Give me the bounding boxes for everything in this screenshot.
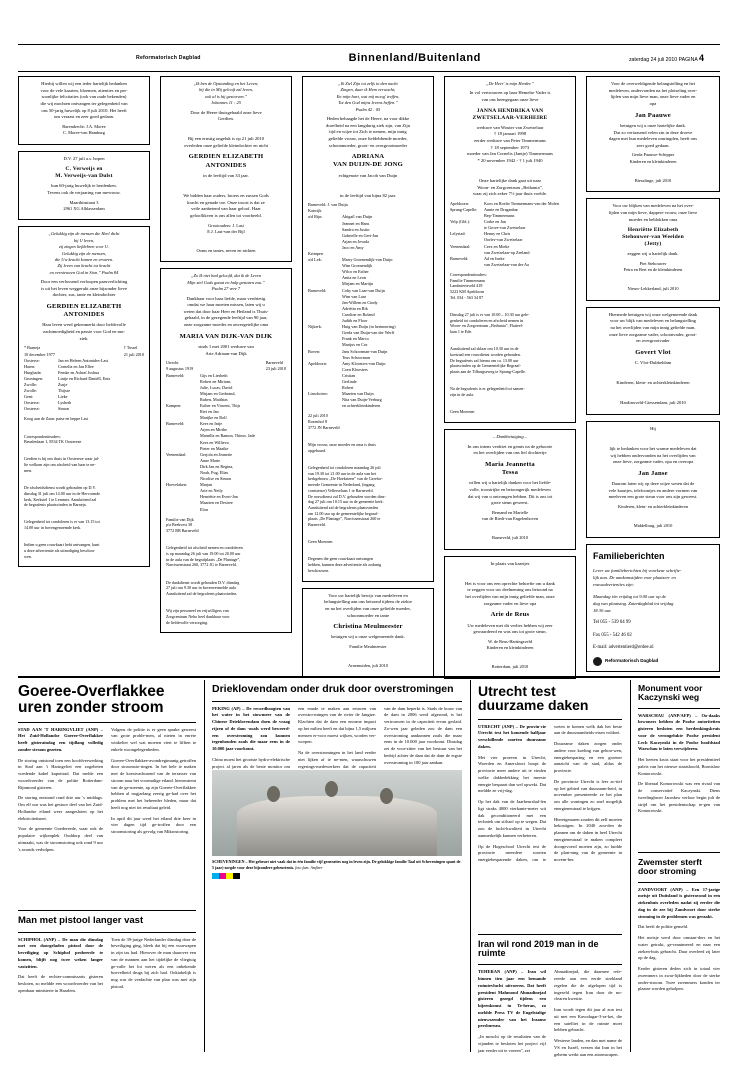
- family-notices-ad: [586, 544, 720, 672]
- article-iran-headline: Iran wil rond 2019 man in de ruimte: [478, 939, 599, 959]
- obituary-notice: [586, 76, 720, 192]
- notice-signature: Kinderen, klein- en achterkleinkinderen Middelburg, juli 2010: [618, 504, 688, 529]
- notice-after: willen wij u hartelijk danken voor het liefde- volle, troostrijke en betoongerijk medeleven dat wij van u ontvangen hebben. Dit is ons tot grote steun geweest.: [467, 480, 553, 506]
- notice-after: Uw medeleven met dit verlies hebben wij zeer gewaardeerd en was ons tot grote steun.: [467, 622, 553, 635]
- masthead-date-page: [629, 53, 720, 63]
- notice-text: In ons intens verdriet en gemis na de geboorte en het overlijden van ons lief dochtertje: [467, 443, 553, 456]
- masthead-date: zaterdag 24 juli 2010: [628, 57, 678, 63]
- article-drieklovendam-body: [212, 706, 462, 771]
- notice-closing: Familie van Dijk p/a Beekvest 38 3772 RB Barneveld Gelegenheid tot afscheid nemen en condoleren is op maandag 26 juli van 19.00 tot 20.00 uur in de aula van de begrafplaats „De Plantage”, Narcissenstraat 260, 3772 JG te Barneveld. De dankdienst wordt gehouden D.V. dinsdag 27 juli om 9.30 uur in bovenvermelde aula Aansluitend zal de begrafenis plaatsvinden. Wij zijn personeel en vrijwilligers van Zorgcentrum Neho heel dankbaar voor de liefdevolle verzorging.: [166, 516, 243, 625]
- notice-dates: Utrecht 9 augustus 1919 Barneveld 23 juli 2010: [166, 360, 286, 372]
- article-goeree: [18, 684, 196, 853]
- deceased-name: Maria Jeannetta Tessa: [485, 460, 535, 477]
- article-zwemster-headline: Zwemster sterft door stroming: [638, 857, 702, 876]
- obituary-notice: [444, 556, 576, 679]
- article-goeree-body: [18, 727, 196, 854]
- article-kaczynski-body: [638, 713, 720, 816]
- obituary-notice: [586, 198, 720, 300]
- deceased-name: Henriëtte Elizabeth Stehouwer-van Weelden (Jetty): [622, 227, 684, 248]
- obituary-notice: [586, 421, 720, 538]
- family-notices-phone: Tel 055 - 539 04 99: [593, 620, 631, 626]
- notice-after: betuigen wij u onze hartelijke dank. Dat zo veriaasend velen zin in deze droeve dagen met hun medeleven omringden, heeft ons zeer goed gedaan.: [608, 122, 698, 148]
- family-notices-title: Familieberichten: [593, 550, 665, 561]
- article-drieklovendam: [212, 684, 462, 879]
- notice-closing: Correspondentieadres: Familie Timmermans Lambstertsveld 418 5223 KM Apeldoorn Tel. 034 - 563 34 87 Dinsdag 27 juli is er van 10.00 – 10.30 uur gele- genheid tot condoleren en afscheid nemen in Woon- en Zorgcentrum „Bethania”, Flatteel- laan 1 te Ede. Aansluitend zal sklaar om 10.30 uur in de koetzaal een rouwdienst worden gehouden. De begrafenis zal hierna om ca. 13.00 uur plaatsvinden op de Gemeentelijke Begraaf- plaats aan de Tilburgseweg te Sprang-Capelle. Na de begrafenis is er gelegenheid tot samen- zijn in de aula. Geen Moernen: [450, 271, 530, 415]
- masthead-page-word: PAGINA: [678, 57, 698, 63]
- paragraph: SCHIPHOL (ANP) – De man die dinsdag met een doorgeladen pistool door de beveiliging op Schiphol probeerde te komen, blijft nog twee weken langer vastzitten.: [18, 936, 103, 969]
- notice-signature: Barendrecht: J.A. Moree C. Moree-van Hamburg: [62, 123, 106, 136]
- notice-signature: W. de Reus-Hartingsveld Kinderen en kleinkinderen Rotterdam, juli 2010: [486, 638, 534, 670]
- notice-signature: Maarthinstraat 3 2961 XG Alblasserdam: [63, 199, 105, 211]
- notice-closing: Koog aan de Zaan: paise en beppe Last Correspondentieadres: Beuzlenlaan 1, 8534 TK Oostereze Gerdien is bij ons thuis in Oostereze waar jul- lie welkom zijn om afscheid van haar te ne- men. De afscheidsdienst wordt gehouden op D.V. dinsdag 31 juli om 14.00 uur in de Hervormde kerk, Kerkstel 1 te Lemmer. Aansluitend zal de begrafenis plaatsvinden in Barneja. Gelegenheid tot condoleren is er van 13.15 tot 14.00 uur in bovengenoemde kerk. Indien u geen rouwkaart hebt ontvangen, kunt u deze advertentie als uitnodiging beschou- wen.: [24, 416, 101, 559]
- notice-text: Voor de overweldigende belangstelling en het medeleven, ondervonden na het plotseling over- lijden van mijn lieve man, onze lieve vader en opa: [608, 81, 698, 106]
- notice-after: in de leeftijd van 33 jaar. We bidden haar ouders, broers en zussen Gods kracht en genade toe. Onze troost is dat ze veile aanbetend van haar geloof. Haar gelooflikven is ons allen tot voorbeeld.: [183, 172, 269, 218]
- logo-mark-icon: [593, 657, 602, 666]
- paragraph: In april dit jaar werd het eiland drie keer in vier dagen tijd ge-troffen door een stroomstoring als gevolg van Mikrostoring.: [111, 815, 196, 835]
- notice-intro: Heden behaagde het de Heere, na voor dikke droefheid na een langdurig ziek zijn, van Zijn tijd en wijze tot Zich te nemen, mijn innig geliefde vrouw, onze liefdebbende moeder, schoonmoeder, groot- en overgrootmoeder: [326, 115, 410, 148]
- obituary-notice: [160, 268, 292, 633]
- notice-after: Daarom laten wij op deze wijze weten dat de vele kaartjes, telefoontjes en andere vormen van meeleven een grote steun voor ons zijn geweest.: [608, 481, 698, 500]
- notice-closing: 22 juli 2010 Rozenhof 8 3772 JN Barneveld Mijn vrouw, onze moeder en oma is thuis opgebaard. Gelegenheid tot condoleren maandag 26 juli van 19.30 tot 21.00 uur in de aula van het kerkgebouw „De Hoeksteen” van de Gerefor- meerde Gemeente in Nederland, (ingang conistence) Vellerselaan 1 te Barneveld. De rouwdienst zal D.V. gehouden worden dins- dag 27 juli om 10.15 uur in de gemeente kerk. Aansluitend zal de begrafenis plaatsvinden om 12.00 uur op de gemeentelijke begraaf- plaats „De Plantage”, Narcissenstraat 260 te Barneveld. Geen Moernen Degenen die geen rouwkaart ontvangen hebben, kunnen deze advertentie als zodanig beschouwen.: [308, 413, 386, 573]
- cmyk-registration-marks: [212, 873, 462, 879]
- masthead-page-number: 4: [698, 53, 704, 63]
- notice-after: weduwe van Wouter van Zwetselaar † 18 januari 1998 eerder weduwe van Peter Timmermans † 18 september 1973 moeder van Jan Cornelis (Jantje) Timmermans * 20 november 1942 - † 1 juli 1940 Onze hartelijke dank gaat uit naar Woon- en Zorgcentrum „Bethania”, waar zij zich zeker 7½ jaar thuis voelde.: [467, 124, 553, 197]
- obituary-column-3: [302, 76, 434, 669]
- notice-signature: Piet Stehouwer Petra en Bert en de kleinkinderen Nieuw-Lekkerland, juli 2010: [623, 260, 683, 292]
- masthead: [18, 44, 720, 72]
- paragraph: STAD AAN 'T HARINGVLIET (ANP) – Het Zuid-Hollandse Goeree-Overflakkee heeft gisteraindag een tijdlang volledig zonder stroom gezeten.: [18, 726, 103, 752]
- notice-intro: Door een verlossend verloopen paasverlichting is uit het leven weggerukt onze bijzonder lieve dochter, zus, tante en kleindochter: [40, 279, 128, 298]
- obituary-column-2: [160, 76, 292, 666]
- paragraph: China moest het grootste hydro-elektrische project al jaren als de beste monitor om een enude te maken aan eeuwen van overstro-mingen van de rivier de Jangtze. Klachten dat de dam een enorme impact op het milieu heeft en dat bijna 1,5 miljoen mensen er-voor moest wijken, worden ver-worpen.: [212, 705, 376, 769]
- deceased-name: Govert Vlot: [635, 349, 671, 357]
- notice-dates: * Barneja 10 december 1977 † Tossel 21 juli 2010: [24, 345, 144, 357]
- paragraph: Na de overstromingen in het land eerder niet lijken af te ne-men, waarschuwen regerings-medewerkers dat de capaciteit van de dam beperkt is. Stads de bouw van de dam in 2006 werd afgerond, is het vertrouwen in de capaciteit ervan geslaid. Zo-wen jaar geleden zou de dam een overstroming aankunnen zoals die maar eens in de 10.000 jaar voorkomt. Dinsdag zei de voor-zitter van het bestuur van het bedrijf achter de dam dat de dam de ergste overstroming in 100 jaar aankan.: [298, 705, 462, 769]
- paragraph: De provincie Utrecht is leer ac-tief op het gebied van duurzaam-heid, in november presenteerde ze het plan om alle woningen zo snel mogelijk energieneutraal te krijgen.: [554, 778, 622, 811]
- obituary-column-5: [586, 76, 720, 666]
- news-section: [18, 676, 720, 1057]
- family-notices-email[interactable]: E-mail: advertentierd@erdee.nl: [593, 644, 654, 650]
- paragraph: Hiereigenaren zouden dit zelf moeten bekostigen. In 2040 zou-den de plannen om de daken in heel Utrecht energieneutraal te maken compleet doorgevoerd moeten zijn, zo luidde de plan-ning van de gemeente in novem-ber.: [554, 816, 622, 863]
- paragraph: Duurzame daken zorgen onder andere voor koeling van gebou-wen, energiebesparing en een groener aanzicht van de stad, aldus de provincie.: [554, 741, 622, 774]
- paragraph: ZANDVOORT (ANP) – Een 17-jarige meisje uit Duitsland is gisteravond in een ziekenhuis overleden nadat zij eerder die dag in de zee bij Zandvoort door sterke stroming in de problemen was geraakt.: [638, 886, 720, 919]
- notice-after: sinds 1 mei 2001 weduwe van Arie Adriaan-van Dijk: [198, 344, 254, 356]
- column-separator-1: [204, 680, 205, 1052]
- notice-signature: Bernand en Marielle van de Riedt-van Engelenhoven Barneveld, juli 2010: [481, 509, 539, 541]
- paragraph: Op de Hogeschool Utrecht test de provincie meerdere soorten energiebesparende daken, om te weten te komen welk dak het beste aan de duurzaamheids-eisen voldoet.: [478, 723, 622, 863]
- deceased-name: Jan Paauwe: [635, 111, 671, 119]
- photo-family-taal: [212, 770, 462, 856]
- paragraph: Met vier proeven in Utrecht, Woerden en Amersfoort hoopt de provincie meer andere uit te vinden welke dakbedekking het meeste energie bespaart dan wel opwekt. Dat meldde ze vrij-dag.: [478, 754, 546, 794]
- masthead-section-title: Binnenland/Buitenland: [348, 52, 481, 64]
- survivors-list: Apeldoorn: Koos en Roelie Timmermans-van der Molen Sprang-Capelle: Annie en Draganbar Bep-Timmermans Velp (Gld.): Corke en Jan te Grove-van Zwetselaar Lelystad: Henny en Chris Oorlev-van Zwetselaar Veenendaal: Ceex en Mieke van Zwetselaar-op Zeeland Barneveld: Ad en Ineke van Zwetselaar-van der Aa: [450, 200, 559, 267]
- notice-verse: „Ik Ziel Zijn tot zelfs in den nacht Zingen, daar ik Hem verwacht; En mijn hart, wat mij moog' treffen, Tot den God mijns levens heffen.” Psalm 42 : 05: [336, 81, 400, 112]
- paragraph: Het heeten kruis staat voor het presidentieel paleis van het nieuwe staatshoofd, Bronislaw Komorowski.: [638, 757, 720, 776]
- notice-text: Voor uw hartelijk bewijs van medeleven en belangstelling aan ons betoond tijdens de ziekte en na het overlijden van onze geliefde moeder, schoonmoeder en tante: [324, 592, 412, 618]
- notice-intro: Door de Heere thuisgehaald onze lieve Gerdien. Bij een ernstig ongeluk is op 21 juli 2010 overleden onze geliefde kleindochter en nicht: [184, 109, 268, 148]
- paragraph: Iran wordt tegen dit jaar al zon test uit met een Kavodugar-3-ra-ket, die een satelliet in de ruimte moet hebben gebracht.: [554, 1007, 622, 1033]
- family-notices-hours: Maandag t/m vrijdag tot 9.00 uur op de dag van plaatsing. Zaterdagblad tot vrijdag 18.30 uur.: [593, 593, 674, 613]
- notice-after: Haar leven werd gekenmerkt door liefdevolle zachtmoedigheid en passie voor God en mu- ziek.: [42, 322, 126, 341]
- paragraph: Het meisje werd door omstan-ders en het water getrokt, ge-reanimeerd en naar een zieken-huis gebracht. Daar overleed zij later op de dag.: [638, 935, 720, 961]
- notice-text: Hierbij willen wij een ieder hartelijk bedanken voor de vele kaarten, bloemen, attenties en per- soonlijke felicitaties (ook van oude bekenden) die wij mochten ontvangen ter gelegenheid van ons 50-jarig huwelijk op 8 juli 2010. Het heeft ons veraast en zeer goed gedaan.: [40, 81, 128, 120]
- article-iran: [478, 934, 622, 1060]
- article-drieklovendam-headline: Drieklovendam onder druk door overstromingen: [212, 683, 454, 695]
- notice-after: C. Vlot-Dubbeldam Kinderen, klein- en achterkleinkinderen Hardinxveld-Giessendam, juli 2010: [616, 360, 690, 406]
- publication-logo: [593, 657, 713, 666]
- column-separator-3: [630, 680, 631, 1052]
- deceased-name: Jan Janse: [638, 469, 668, 477]
- photo-caption: [212, 859, 462, 870]
- deceased-name: JANNA HENDRIKA VAN ZWETSELAAR-VERHEIRE: [472, 107, 548, 121]
- deceased-name: C. Verweijs en M. Verweijs-van Dulst: [55, 166, 113, 180]
- paragraph: Dat heeft de rechter-commissaris gisteren besloten, zo meldde een woordvoerder van het openbaar ministerie in Haarlem.: [18, 974, 103, 993]
- notice-text: Hiermede betuigen wij onze welgemeende dank voor uw blijk van medeleven en belangstelling na het overlijden van mijn innig geliefde man, onze lieve zorgzame vader, schoonvader, groot- en overgrootvader: [608, 311, 698, 344]
- article-pistool-headline: Man met pistool langer vast: [18, 915, 144, 926]
- article-utrecht-body: [478, 724, 622, 866]
- notice-verse: „De Heer' is mijn Herder.”: [486, 81, 534, 86]
- obituary-notice: [18, 226, 150, 567]
- obituary-notice: [18, 151, 150, 221]
- notice-signature: Gerda Paauwe-Schipper Kinderen en kleinkinderen Bieszlinge, juli 2010: [629, 152, 677, 183]
- paragraph: De liberaal Komorowski was een rivaal van de conservatief Kaczynski. Diens tweelingbroer Jarosław verloor begin juli de strijd om het presidentschap te-gen van Komorowski.: [638, 781, 720, 814]
- obituary-column-4: [444, 76, 576, 670]
- deceased-name: ADRIANA VAN DUIJN-DE JONG: [333, 153, 403, 169]
- article-utrecht: [478, 684, 622, 866]
- photo-caption-text: SCHEVENINGEN – Het gebeurt niet vaak dat in één familie vijf generaties nog in leven zijn. De gelukkige familie Taal uit Scheveningen spant de 5 jaar) zorgde voor deze bijzondere gebeurtenis.: [212, 859, 461, 871]
- paragraph: Dat heeft de politie gemeld.: [638, 924, 689, 930]
- photo-credit: foto fam. Amfirer: [295, 865, 323, 871]
- paragraph: Toen de 39-jarige Nederlander dinsdag door de beveiliging ging, bleek dat hij een vuurwapen in zijn tas had. Hierover de man daarover een van de mannen aan het tijdelijke de vliegtuig ge-valle het lot weren als een onbekende boevelheid drugs bij zich had. Ooktabelijk is nog war de verdachte van plan was met zijn pistool.: [111, 936, 196, 989]
- deceased-name: Arie de Reus: [490, 611, 530, 619]
- obituary-notice: [444, 429, 576, 550]
- obituary-notice: [302, 76, 434, 582]
- notice-signature: Grootouders: J. Last E.J. Last-van der Bijl Ooms en tantes, neven en nichten: [196, 222, 256, 253]
- obituary-notice: [160, 76, 292, 262]
- notice-after: hun 60-jarig huwelijk te herdenken. Tevens ook de verjaaring van mevrouw.: [47, 183, 121, 195]
- notice-verse: „Ik ben de Opstanding en het Leven; bij die in Mij gelooft zal leven, ook al is hij gestorven.” Johannes 11 : 25: [193, 81, 259, 106]
- survivors-list: Barneveld: Gijs en Liesbeth Robert en Miriam, Julie, Lucas, David Mirjam en Gerbrand, Ruben, Matthias Kampen: Esther en Vincent, Thijs Riet en Jan Marijke en Rolf Barneveld: Kees en Intje Arjen en Mirthe Marnilla en Ramon, Thimo, Jade Kees en Willieva Pieter en Maaike Veenendaal: Gerjola en Jeanette Anne Marie Dirk Jan en Regina, Noah, Pug, Elias Nicolise en Simon Hoevelaken: Marjan Arie en Neily Henriëtte en Evert-Jan Maarten en Desiree Elon: [166, 372, 256, 512]
- article-kaczynski: [638, 684, 720, 819]
- notice-verse: „Zo lk niet had geloofd, dat ik de Leven Mijn ziel Gods gaaat en hulp gestaten zou.” Psalm 27 vere 7: [187, 273, 265, 292]
- notice-text: In plaats van kaartjes Het is voor ons een oprechte behoefte om u dank te zeggen voor uw deelneming ons betoond na het overlijden van mijn innig geliefde man, onze zorgzame vader en lieve opa: [465, 560, 555, 606]
- paragraph: Eerder gisteren deden zich in totaal vier zwemmers in zwar-lijkheden door de sterke onder-stroom. Twee zwemmers konden ter plaatse worden geholpen.: [638, 966, 720, 992]
- deceased-name: GERDIEN ELIZABETH ANTONIDES: [46, 302, 122, 319]
- column-separator-2: [470, 680, 471, 1052]
- deceased-name: MARIA VAN DIJK-VAN DIJK: [179, 332, 273, 340]
- notice-after: zeggen wij u hartelijk dank.: [627, 251, 679, 257]
- deceased-name: Christina Meulmeester: [333, 623, 403, 631]
- paragraph: De storing ontstond toen een hoofdverwerking in Stad aan 't Haringvliet een zogeheten voedende kabel kapottrad. Dat melde een woordvoerder van de politie Rotterdam-Rijnmond gisteren.: [18, 757, 103, 790]
- survivors-list: Oosterse: Jan en Heleen Antonides-Last Haren: Cornelia en Jan Ellee Hurghada: Femke en Ashraf Joshua Groningen: Lintje en Richard Daniëll, Enis Zwolle: Zusje Zwolle: Thijsse Gent: Lieke Oosterse: Lysbeth Oosterse: Simon: [24, 357, 111, 412]
- notice-after: betuigen wij u onze welgemeende dank.: [331, 634, 405, 640]
- logo-text: Reformatorisch Dagblad: [605, 658, 659, 664]
- paragraph: PEKING (AP) – De recordhoogten van het water in het stuwmeer van de Chinese Drieklovendam doen de vraag rijzen of de dam -ooals werd beweerd- een overstroming zou kunnen tegenhouden zoals die maar eens in de 10.000 jaar voorkomt.: [212, 705, 290, 752]
- obituary-notice: [586, 307, 720, 415]
- paragraph: De storing ontstond rond drie uur 's middags. Om elf uur was het gestoor deel van het Zuid-Hollandse eiland weer aangesloten op het elektriciteitsnet.: [18, 795, 103, 821]
- family-notices-intro: Lever uw familieberichten bij voorkeur schrifte- lijk aan. De aankomstijden voor plaatsen- en rouwadvertenties zijn:: [593, 568, 682, 587]
- article-utrecht-headline: Utrecht test duurzame daken: [478, 683, 589, 714]
- paragraph: UTRECHT (ANP) – De provin-cie Utrecht test het komende halfjaar verschillende soorten duurzame daken.: [478, 723, 546, 749]
- article-goeree-headline: Goeree-Overflakkee uren zonder stroom: [18, 683, 165, 716]
- article-iran-body: [478, 969, 622, 1060]
- obituary-column-1: [18, 76, 150, 666]
- obituary-notice: [18, 76, 150, 145]
- notice-intro: Dankbaar voor haar liefde, maar verdrietig omdat we haar moeten missen, laten wij u weten dat door haar Heer en Heiland is Thuis- gehaald, in de gezegende leeftijd van 90 jaar, onze zorgzame moeder en onvergetelijke oma: [183, 295, 269, 328]
- masthead-publication: Reformatorisch Dagblad: [136, 55, 201, 61]
- notice-text: D.V. 27 juli a.s. hopen: [63, 155, 105, 161]
- notice-text: Hij lijk te bedanken voor het warme medeleven dat wij hebben ondervonden na het overlijden van onze lieve, zorgzame vader, opa en overopa: [609, 425, 697, 465]
- paragraph: Goeree-Overflakkee-avondregimanig getroffen door stroomsto-ringen. In het hele te maken met de koestvachurend van de terrasser van stroom naar het voormalige eiland. hieromtrent van de ge-meente, ap zijn Goeree-Overflakkee hebben al nogjarlang zeerig ge-had over het problem met het beheerder bleden, maar dat heeft nog niet tot resultaat geleid.: [111, 757, 196, 810]
- article-pistool-body: [18, 937, 196, 997]
- paragraph: WARSCHAU (ANP/AFP) – Oo-daaks bewoners hebben de Poolse autoriteiten gisteren besloten een herdenkingskruis voor de verongelukte Poolse president Lech Kaczynski in de Poolse hoofdstad Warschau te laten verwijderen.: [638, 712, 720, 752]
- notice-dates: Barneveld: J. van Duijn: [308, 202, 348, 208]
- notice-text: Voor uw blijken van medeleven na het over- lijden van mijn lieve, dappere vrouw, onze lieve moeder en behlokken oma: [608, 203, 698, 222]
- article-zwemster: [638, 852, 720, 997]
- family-notices-fax: Fax 055 - 542 46 02: [593, 632, 632, 638]
- deceased-name: GERDIEN ELIZABETH ANTONIDES: [188, 153, 264, 169]
- paragraph: TEHERAN (ANP) – Iran wil binnen tien jaar een bemande ruimtevlucht uitvoeren. Dat heeft president Mahmoud Ahmadinejad gisteren gezegd tijdens een bijeenkomst in Te-heran, zo meldde Press TV de Engelstalige nieuwszender van het Iraanse persbureau.: [478, 969, 546, 1029]
- obituary-grid: [18, 76, 720, 670]
- news-top-rule: [18, 676, 720, 678]
- paragraph: „In moschi op de resultaten van de vijanden te besloten het project vijf jaar eerder uit te voeren", zei: [478, 1034, 546, 1053]
- paragraph: Op het dak van de Jaarbeurshal-len ligt straks 4000 vierkante-meter wit dak geconditioneerd met een techniek om stilstof op te wegen. Dat zou de lucht-kwaliteit in Utrecht aanmerkelijk kunnen verbeteren.: [478, 799, 546, 838]
- notice-after: echtgenote van Jacob van Duijn in de leeftijd van bijna 82 jaar.: [338, 172, 398, 198]
- obituary-notice: [302, 588, 434, 678]
- paragraph: Ahmadinejad, die daarmee refe-reerde aan een eerde strekland regelen die de afgelopen tijd is ingeseld tegen Iran door de nu-clearen kwestie.: [554, 969, 622, 1002]
- notice-header: – Dankbetuiging –: [492, 433, 528, 439]
- article-zwemster-body: [638, 887, 720, 994]
- paragraph: Westerse landen, en dan met name de VS en Israël, vrezen dat Iran in het geheim werkt aan een atoomwapen.: [554, 1038, 622, 1057]
- article-kaczynski-headline: Monument voor Kaczynski weg: [638, 683, 703, 702]
- notice-intro: In vol vertrouwen op haar Hemelse Vader is van ons heengegaan onze lieve: [469, 90, 551, 103]
- obituary-notice: [444, 76, 576, 423]
- notice-signature: Familie Meulmeester Arnemuiden, juli 2010: [348, 644, 388, 669]
- notice-verse: „Gelukkig zijn de mensen die Heel dicht bij U leven, zij zingen liefdebren voor U. Gelukkig zijn de mensen, die Uw kracht komen en ervaren. Zij leven van kracht tot kracht en vernieuwen God in Sion.” Psalm 84: [48, 231, 120, 275]
- survivors-list: Katwijk a/d Rijn: Abigaïl van Duijn Jeannet en Hans Sandra en Justin Gabrielle en Gert-Jan Arjan en Jevada Jaco en Amy Krimpen a/d Lek: Marry Groenendijk-van Duijn Wim Groenendijk Wilco en Esther Anita en Leon Mirjam en Martijn Barneveld: Coby van Laar-van Duijn Wim van Laar Jan-Willem en Cindy Adriëtta en Rik Caroline en Roland Judith en Floor Nijkerk: Huig van Duijn (in herinnering) Gerda van Duijn-van der Werff Frank en Marco Marijus en Cor Boven: Jans Schoorman-van Duijn Teus Schoorman Apeldoorn: Amy Kloosters-van Duijn Coen Kloosters Cristian Gerlinde Robert Linschoten: Maarten van Duijn Nita van Duijn-Verburg en achterkleinkinderen: [308, 208, 396, 409]
- paragraph: Voor de gemeente Goedereede, waar ook de populaire wijkenplek Ouddorp deel van uitmaakt, was de stroomstoring ook rond 9 uur 's avonds verholpen.: [18, 826, 103, 852]
- paragraph: Volgens de politie is er geen sprake geweest van grote proble-men, al nieten in enrete winkelier wel wat moeten viert te lifften te enkele woongelegenheden.: [111, 726, 196, 752]
- article-pistool: [18, 910, 196, 997]
